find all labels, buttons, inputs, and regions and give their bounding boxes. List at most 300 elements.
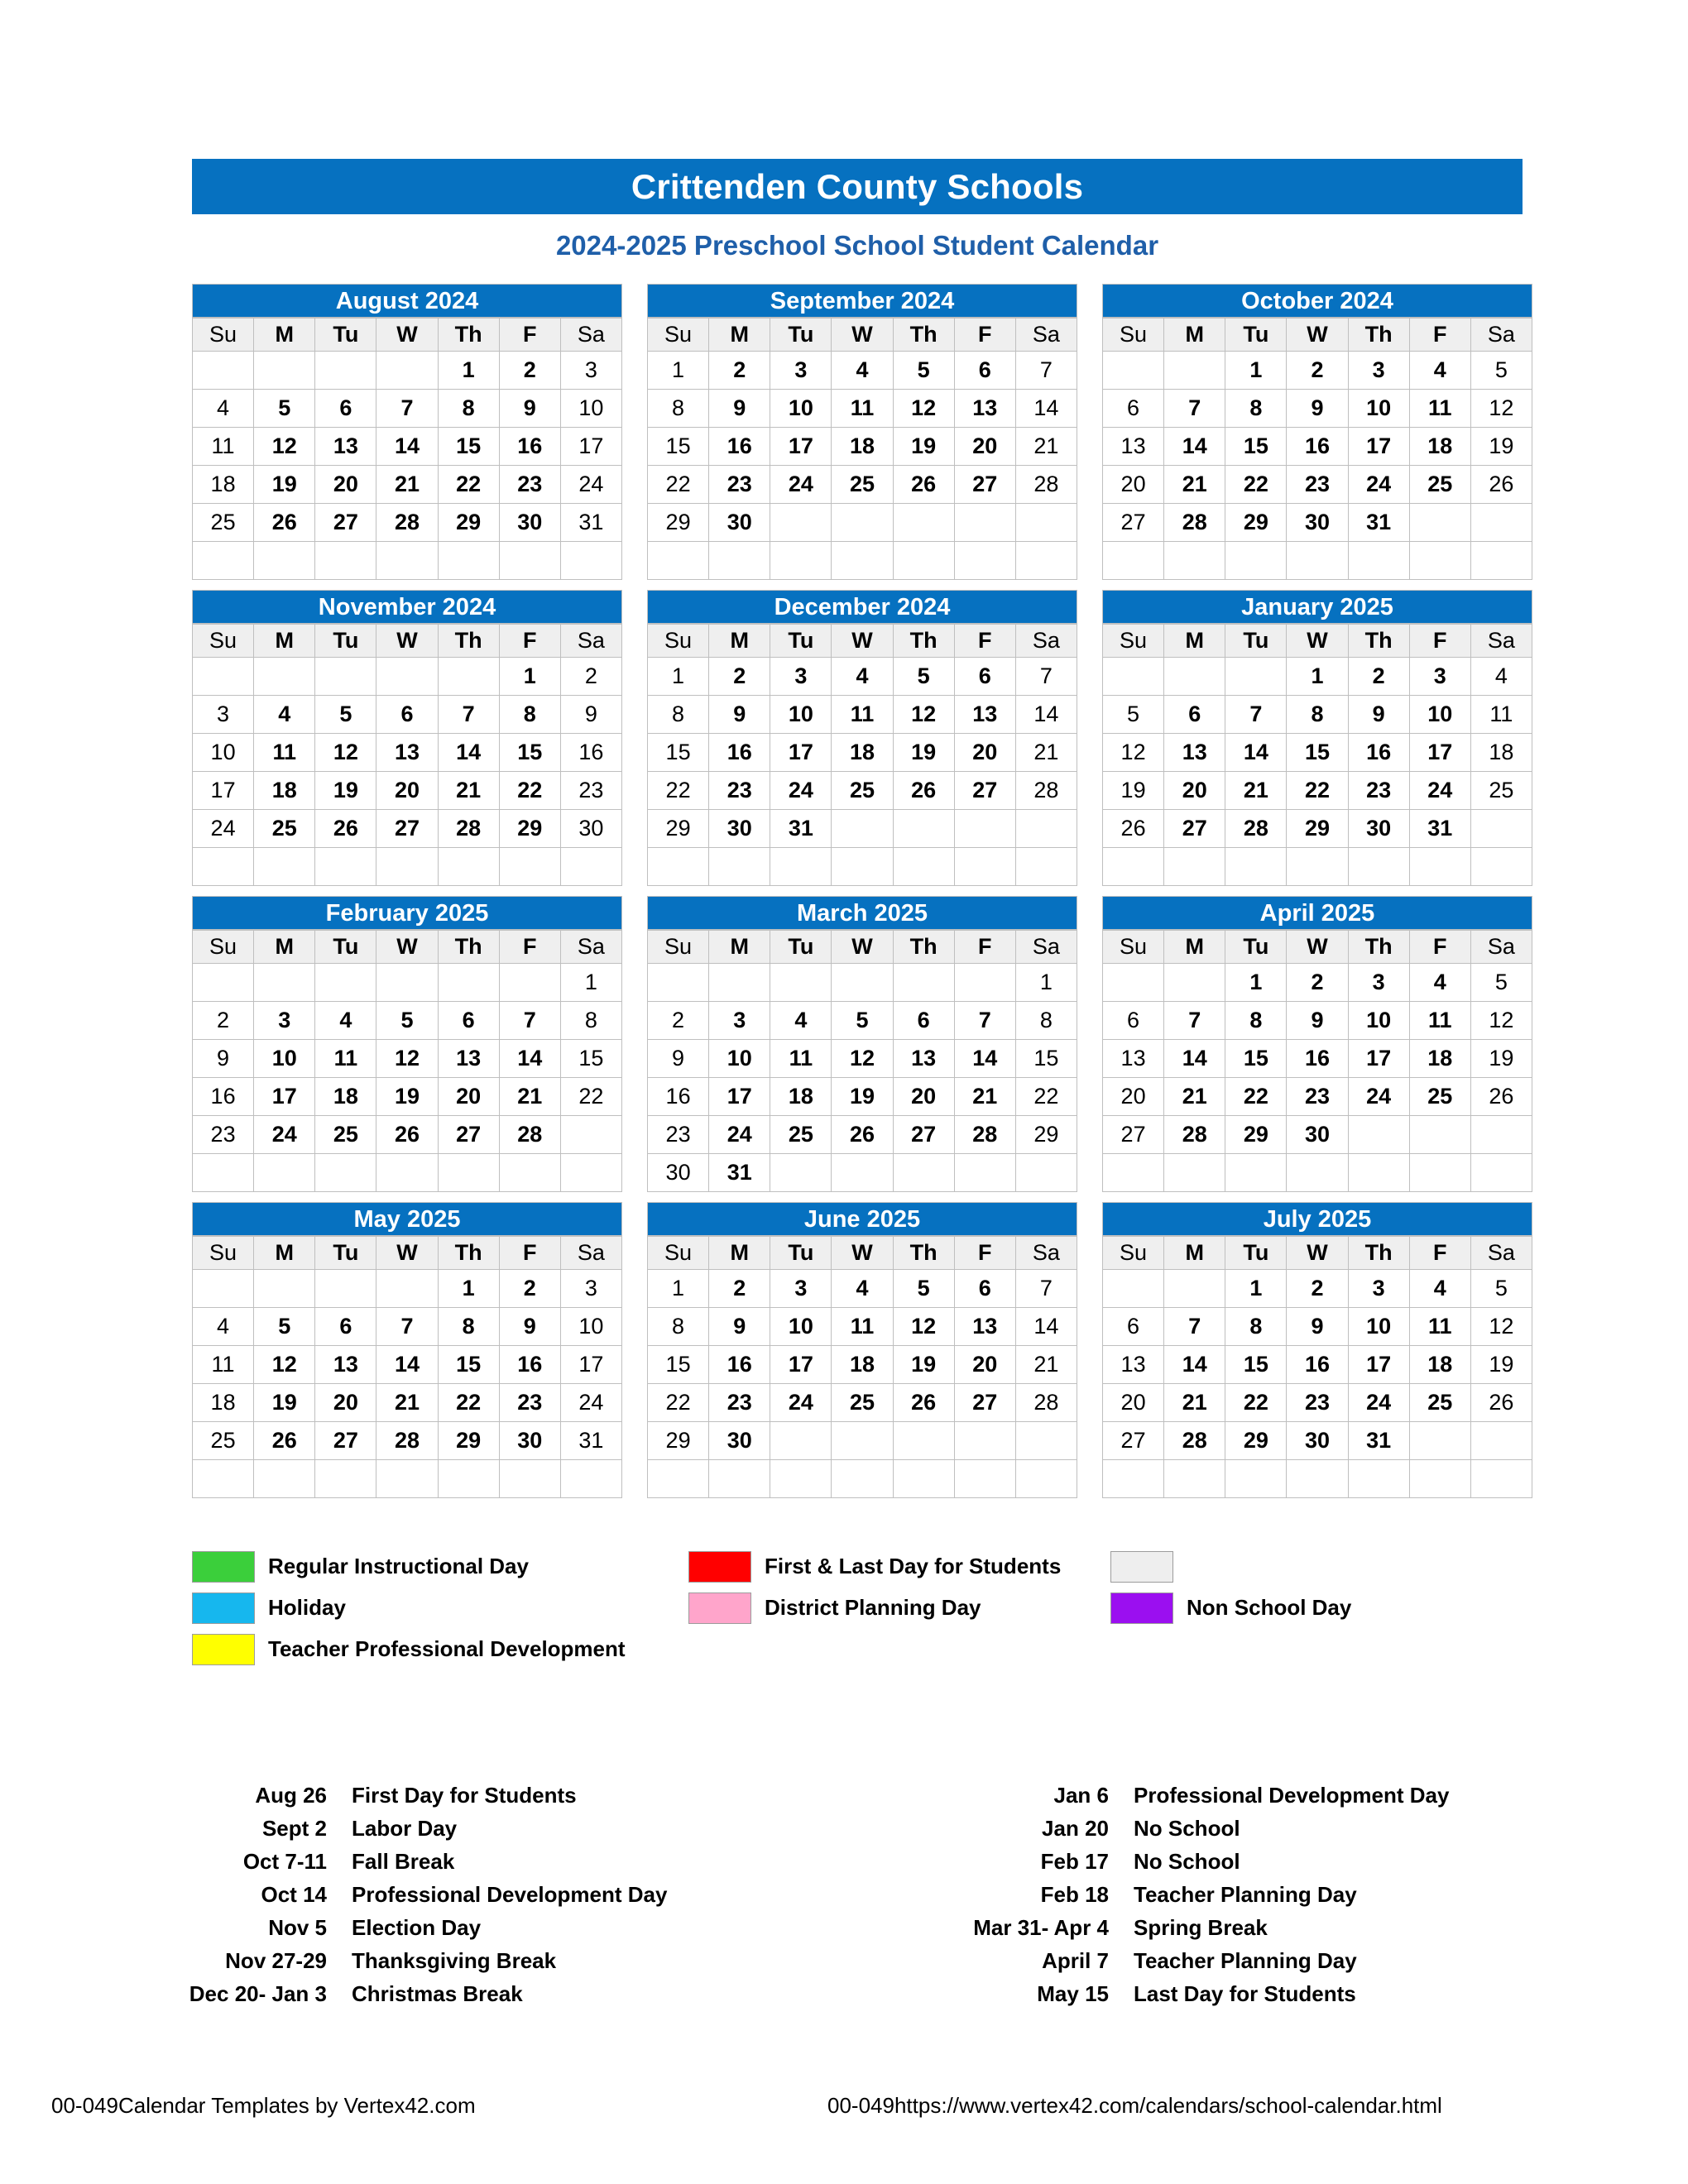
day-cell: 31 <box>560 1422 621 1460</box>
day-cell: 3 <box>770 352 832 390</box>
day-cell: 19 <box>893 428 954 466</box>
day-cell: 9 <box>709 390 770 428</box>
empty-day-cell <box>893 810 954 848</box>
day-cell: 25 <box>1409 1384 1470 1422</box>
day-cell: 6 <box>376 696 438 734</box>
day-cell: 11 <box>315 1040 376 1078</box>
day-cell: 7 <box>1015 352 1077 390</box>
weekday-header: Sa <box>1470 1237 1532 1270</box>
weekday-header: W <box>376 1237 438 1270</box>
day-cell: 8 <box>499 696 560 734</box>
day-cell: 22 <box>499 772 560 810</box>
empty-day-cell <box>832 848 893 886</box>
empty-day-cell <box>1287 542 1348 580</box>
weekday-header: Sa <box>560 318 621 352</box>
day-cell: 9 <box>193 1040 254 1078</box>
day-cell: 15 <box>499 734 560 772</box>
month-title: December 2024 <box>647 590 1077 624</box>
week-row <box>193 1270 622 1308</box>
empty-day-cell <box>254 964 315 1002</box>
empty-day-cell <box>1348 1154 1409 1192</box>
month-table <box>647 318 1077 580</box>
day-cell: 29 <box>1225 504 1287 542</box>
day-cell: 19 <box>254 1384 315 1422</box>
day-cell: 21 <box>376 1384 438 1422</box>
day-cell: 30 <box>560 810 621 848</box>
day-cell: 15 <box>1225 1346 1287 1384</box>
empty-day-cell <box>1103 352 1164 390</box>
day-cell: 2 <box>648 1002 709 1040</box>
day-cell: 20 <box>1103 466 1164 504</box>
month-table <box>1102 930 1532 1192</box>
event-spacer <box>327 1911 352 1944</box>
empty-day-cell <box>770 964 832 1002</box>
day-cell: 1 <box>1225 964 1287 1002</box>
empty-day-cell <box>499 848 560 886</box>
week-row <box>193 1078 622 1116</box>
empty-day-cell <box>1470 504 1532 542</box>
day-cell: 28 <box>1225 810 1287 848</box>
weekday-header: Su <box>1103 625 1164 658</box>
week-row <box>193 1040 622 1078</box>
week-row <box>648 1002 1077 1040</box>
day-cell: 23 <box>1287 466 1348 504</box>
week-row <box>648 1384 1077 1422</box>
weekday-header: Tu <box>770 318 832 352</box>
day-cell: 6 <box>893 1002 954 1040</box>
event-date: April 7 <box>1042 1948 1109 1973</box>
week-row <box>193 848 622 886</box>
month-title: April 2025 <box>1102 896 1532 930</box>
day-cell: 13 <box>954 696 1015 734</box>
day-cell: 6 <box>1103 390 1164 428</box>
day-cell: 21 <box>1225 772 1287 810</box>
week-row <box>193 1422 622 1460</box>
day-cell: 15 <box>648 1346 709 1384</box>
day-cell: 1 <box>1015 964 1077 1002</box>
week-row <box>1103 772 1532 810</box>
weekday-header: Sa <box>560 1237 621 1270</box>
day-cell: 14 <box>1164 1346 1225 1384</box>
day-cell: 10 <box>770 696 832 734</box>
event-date: Nov 5 <box>268 1915 327 1940</box>
events-column-left <box>170 1779 667 2010</box>
day-cell: 18 <box>193 1384 254 1422</box>
month-table <box>192 318 622 580</box>
day-cell: 16 <box>709 734 770 772</box>
week-row <box>193 1460 622 1498</box>
legend-label: First & Last Day for Students <box>765 1554 1062 1578</box>
week-row <box>193 466 622 504</box>
empty-day-cell <box>438 964 499 1002</box>
weekday-header: M <box>709 1237 770 1270</box>
empty-day-cell <box>1015 848 1077 886</box>
week-row <box>1103 734 1532 772</box>
day-cell: 5 <box>376 1002 438 1040</box>
empty-day-cell <box>438 1460 499 1498</box>
week-row <box>648 1040 1077 1078</box>
day-cell: 12 <box>376 1040 438 1078</box>
day-cell: 25 <box>1409 466 1470 504</box>
day-cell: 12 <box>1470 390 1532 428</box>
day-cell: 19 <box>893 734 954 772</box>
day-cell: 9 <box>709 1308 770 1346</box>
day-cell: 18 <box>832 428 893 466</box>
weekday-header: Th <box>1348 625 1409 658</box>
legend-color-swatch <box>192 1634 255 1665</box>
empty-day-cell <box>376 964 438 1002</box>
day-cell: 5 <box>254 1308 315 1346</box>
empty-day-cell <box>832 1460 893 1498</box>
week-row <box>193 658 622 696</box>
day-cell: 17 <box>254 1078 315 1116</box>
event-spacer <box>1109 1779 1134 1812</box>
empty-day-cell <box>648 542 709 580</box>
event-description: Thanksgiving Break <box>352 1948 557 1973</box>
day-cell: 10 <box>1348 390 1409 428</box>
day-cell: 23 <box>709 1384 770 1422</box>
weekday-header: W <box>832 1237 893 1270</box>
empty-day-cell <box>376 352 438 390</box>
day-cell: 17 <box>770 734 832 772</box>
day-cell: 8 <box>438 1308 499 1346</box>
day-cell: 22 <box>648 466 709 504</box>
empty-day-cell <box>954 964 1015 1002</box>
week-row <box>648 810 1077 848</box>
day-cell: 17 <box>1348 1346 1409 1384</box>
day-cell: 22 <box>438 466 499 504</box>
weekday-header: F <box>1409 318 1470 352</box>
day-cell: 20 <box>893 1078 954 1116</box>
day-cell: 23 <box>1348 772 1409 810</box>
empty-day-cell <box>648 848 709 886</box>
day-cell: 28 <box>1164 1116 1225 1154</box>
week-row <box>648 1422 1077 1460</box>
event-date: Mar 31- Apr 4 <box>973 1915 1109 1940</box>
empty-day-cell <box>254 542 315 580</box>
day-cell: 21 <box>438 772 499 810</box>
empty-day-cell <box>193 848 254 886</box>
day-cell: 3 <box>560 352 621 390</box>
empty-day-cell <box>1409 1422 1470 1460</box>
week-row <box>193 1116 622 1154</box>
day-cell: 9 <box>1287 1002 1348 1040</box>
day-cell: 1 <box>438 352 499 390</box>
weekday-header: Sa <box>1470 625 1532 658</box>
month-title: February 2025 <box>192 896 622 930</box>
empty-day-cell <box>438 658 499 696</box>
week-row <box>1103 696 1532 734</box>
empty-day-cell <box>1287 1460 1348 1498</box>
legend-color-swatch <box>1110 1592 1173 1624</box>
week-row <box>1103 810 1532 848</box>
day-cell: 24 <box>770 1384 832 1422</box>
day-cell: 26 <box>893 1384 954 1422</box>
event-description: Labor Day <box>352 1816 458 1841</box>
day-cell: 1 <box>1287 658 1348 696</box>
day-cell: 10 <box>193 734 254 772</box>
weekday-header: W <box>1287 1237 1348 1270</box>
day-cell: 14 <box>376 428 438 466</box>
weekday-header: Su <box>648 318 709 352</box>
month-title: March 2025 <box>647 896 1077 930</box>
event-spacer <box>1109 1911 1134 1944</box>
weekday-header: F <box>954 625 1015 658</box>
empty-day-cell <box>1164 542 1225 580</box>
day-cell: 5 <box>893 352 954 390</box>
week-row <box>1103 1346 1532 1384</box>
day-cell: 11 <box>1409 1002 1470 1040</box>
weekday-header: M <box>709 625 770 658</box>
empty-day-cell <box>1103 1270 1164 1308</box>
week-row <box>1103 1308 1532 1346</box>
day-cell: 20 <box>438 1078 499 1116</box>
legend-column-1 <box>192 1549 626 1673</box>
day-cell: 4 <box>1409 352 1470 390</box>
day-cell: 8 <box>438 390 499 428</box>
month-block <box>647 284 1077 580</box>
day-cell: 27 <box>1103 504 1164 542</box>
day-cell: 8 <box>1225 1002 1287 1040</box>
day-cell: 18 <box>1409 428 1470 466</box>
day-cell: 5 <box>893 658 954 696</box>
day-cell: 4 <box>315 1002 376 1040</box>
empty-day-cell <box>1164 352 1225 390</box>
day-cell: 3 <box>254 1002 315 1040</box>
legend-item <box>192 1631 626 1667</box>
day-cell: 27 <box>954 1384 1015 1422</box>
day-cell: 21 <box>376 466 438 504</box>
legend-color-swatch <box>688 1551 751 1583</box>
weekday-header: Th <box>1348 931 1409 964</box>
empty-day-cell <box>1015 542 1077 580</box>
weekday-header: Tu <box>770 931 832 964</box>
day-cell: 30 <box>1348 810 1409 848</box>
day-cell: 22 <box>648 1384 709 1422</box>
day-cell: 16 <box>709 1346 770 1384</box>
weekday-header: Th <box>438 931 499 964</box>
week-row <box>193 390 622 428</box>
month-block <box>647 1202 1077 1498</box>
weekday-header: F <box>1409 1237 1470 1270</box>
day-cell: 29 <box>648 810 709 848</box>
day-cell: 12 <box>893 696 954 734</box>
day-cell: 19 <box>1470 428 1532 466</box>
day-cell: 17 <box>770 428 832 466</box>
weekday-header: Sa <box>1470 318 1532 352</box>
day-cell: 23 <box>648 1116 709 1154</box>
week-row <box>648 658 1077 696</box>
day-cell: 27 <box>954 772 1015 810</box>
day-cell: 23 <box>709 772 770 810</box>
day-cell: 9 <box>1348 696 1409 734</box>
empty-day-cell <box>770 848 832 886</box>
day-cell: 4 <box>1409 964 1470 1002</box>
day-cell: 24 <box>254 1116 315 1154</box>
month-block <box>192 590 622 886</box>
day-cell: 5 <box>1103 696 1164 734</box>
event-description: Spring Break <box>1134 1915 1268 1940</box>
month-table <box>192 930 622 1192</box>
day-cell: 12 <box>1103 734 1164 772</box>
week-row <box>1103 1154 1532 1192</box>
day-cell: 27 <box>954 466 1015 504</box>
weekday-header: F <box>1409 625 1470 658</box>
day-cell: 30 <box>499 1422 560 1460</box>
week-row <box>648 466 1077 504</box>
day-cell: 8 <box>648 696 709 734</box>
day-cell: 30 <box>499 504 560 542</box>
day-cell: 19 <box>893 1346 954 1384</box>
day-cell: 3 <box>1348 964 1409 1002</box>
day-cell: 8 <box>648 1308 709 1346</box>
month-block <box>647 590 1077 886</box>
empty-day-cell <box>1103 964 1164 1002</box>
day-cell: 29 <box>648 504 709 542</box>
event-description: Christmas Break <box>352 1981 523 2006</box>
day-cell: 14 <box>1225 734 1287 772</box>
event-spacer <box>1109 1977 1134 2010</box>
empty-day-cell <box>1164 964 1225 1002</box>
weekday-header: M <box>1164 1237 1225 1270</box>
day-cell: 29 <box>648 1422 709 1460</box>
day-cell: 15 <box>1225 1040 1287 1078</box>
day-cell: 8 <box>648 390 709 428</box>
day-cell: 28 <box>438 810 499 848</box>
day-cell: 13 <box>893 1040 954 1078</box>
day-cell: 3 <box>770 658 832 696</box>
day-cell: 28 <box>954 1116 1015 1154</box>
day-cell: 13 <box>1103 428 1164 466</box>
footer-url: 00-049https://www.vertex42.com/calendars/school-calendar.html <box>827 2093 1442 2118</box>
day-cell: 26 <box>315 810 376 848</box>
day-cell: 20 <box>1164 772 1225 810</box>
empty-day-cell <box>560 1116 621 1154</box>
empty-day-cell <box>254 352 315 390</box>
week-row <box>1103 352 1532 390</box>
day-cell: 21 <box>1164 466 1225 504</box>
day-cell: 27 <box>315 504 376 542</box>
week-row <box>1103 542 1532 580</box>
empty-day-cell <box>1103 1460 1164 1498</box>
weekday-header: Th <box>438 625 499 658</box>
day-cell: 8 <box>1225 390 1287 428</box>
day-cell: 10 <box>254 1040 315 1078</box>
week-row <box>193 542 622 580</box>
day-cell: 25 <box>1470 772 1532 810</box>
day-cell: 6 <box>1164 696 1225 734</box>
day-cell: 19 <box>315 772 376 810</box>
empty-day-cell <box>1470 1460 1532 1498</box>
day-cell: 26 <box>893 772 954 810</box>
day-cell: 5 <box>254 390 315 428</box>
page-subtitle: 2024-2025 Preschool School Student Calendar <box>555 230 1159 261</box>
day-cell: 13 <box>1164 734 1225 772</box>
weekday-header: Th <box>438 1237 499 1270</box>
empty-day-cell <box>1015 504 1077 542</box>
day-cell: 19 <box>1470 1040 1532 1078</box>
empty-day-cell <box>560 542 621 580</box>
months-grid <box>192 284 1532 1498</box>
day-cell: 2 <box>709 1270 770 1308</box>
day-cell: 28 <box>1164 504 1225 542</box>
month-block <box>1102 1202 1532 1498</box>
day-cell: 21 <box>1015 428 1077 466</box>
week-row <box>648 1460 1077 1498</box>
empty-day-cell <box>1470 542 1532 580</box>
weekday-header: W <box>1287 931 1348 964</box>
week-row <box>193 1154 622 1192</box>
legend-color-swatch <box>192 1551 255 1583</box>
week-row <box>1103 390 1532 428</box>
weekday-header: W <box>1287 318 1348 352</box>
footer-credit: 00-049Calendar Templates by Vertex42.com <box>51 2093 476 2118</box>
empty-day-cell <box>1164 1154 1225 1192</box>
day-cell: 16 <box>1348 734 1409 772</box>
month-block <box>647 896 1077 1192</box>
event-date: Dec 20- Jan 3 <box>189 1981 327 2006</box>
weekday-header: Sa <box>560 625 621 658</box>
day-cell: 30 <box>648 1154 709 1192</box>
empty-day-cell <box>1470 1116 1532 1154</box>
day-cell: 31 <box>1409 810 1470 848</box>
empty-day-cell <box>1287 1154 1348 1192</box>
day-cell: 4 <box>1409 1270 1470 1308</box>
day-cell: 20 <box>954 1346 1015 1384</box>
day-cell: 21 <box>1015 734 1077 772</box>
event-spacer <box>327 1977 352 2010</box>
day-cell: 24 <box>560 1384 621 1422</box>
empty-day-cell <box>954 542 1015 580</box>
day-cell: 28 <box>1015 772 1077 810</box>
event-date: Feb 18 <box>1040 1882 1109 1907</box>
day-cell: 20 <box>376 772 438 810</box>
empty-day-cell <box>1348 1116 1409 1154</box>
month-block <box>192 1202 622 1498</box>
day-cell: 7 <box>1015 658 1077 696</box>
day-cell: 11 <box>832 390 893 428</box>
day-cell: 12 <box>315 734 376 772</box>
day-cell: 14 <box>1164 1040 1225 1078</box>
day-cell: 9 <box>560 696 621 734</box>
week-row <box>1103 1422 1532 1460</box>
event-description: Teacher Planning Day <box>1134 1882 1357 1907</box>
day-cell: 22 <box>1287 772 1348 810</box>
weekday-header: Tu <box>770 625 832 658</box>
week-row <box>648 1078 1077 1116</box>
day-cell: 11 <box>193 428 254 466</box>
day-cell: 23 <box>499 1384 560 1422</box>
empty-day-cell <box>1348 542 1409 580</box>
month-block <box>192 896 622 1192</box>
week-row <box>648 1346 1077 1384</box>
day-cell: 18 <box>254 772 315 810</box>
day-cell: 5 <box>1470 1270 1532 1308</box>
week-row <box>193 1002 622 1040</box>
day-cell: 11 <box>1409 1308 1470 1346</box>
day-cell: 18 <box>315 1078 376 1116</box>
event-spacer <box>327 1812 352 1845</box>
day-cell: 20 <box>954 428 1015 466</box>
day-cell: 29 <box>438 504 499 542</box>
day-cell: 1 <box>648 352 709 390</box>
day-cell: 28 <box>376 1422 438 1460</box>
week-row <box>193 1346 622 1384</box>
day-cell: 6 <box>954 1270 1015 1308</box>
day-cell: 13 <box>954 1308 1015 1346</box>
day-cell: 23 <box>560 772 621 810</box>
weekday-header: Su <box>1103 1237 1164 1270</box>
